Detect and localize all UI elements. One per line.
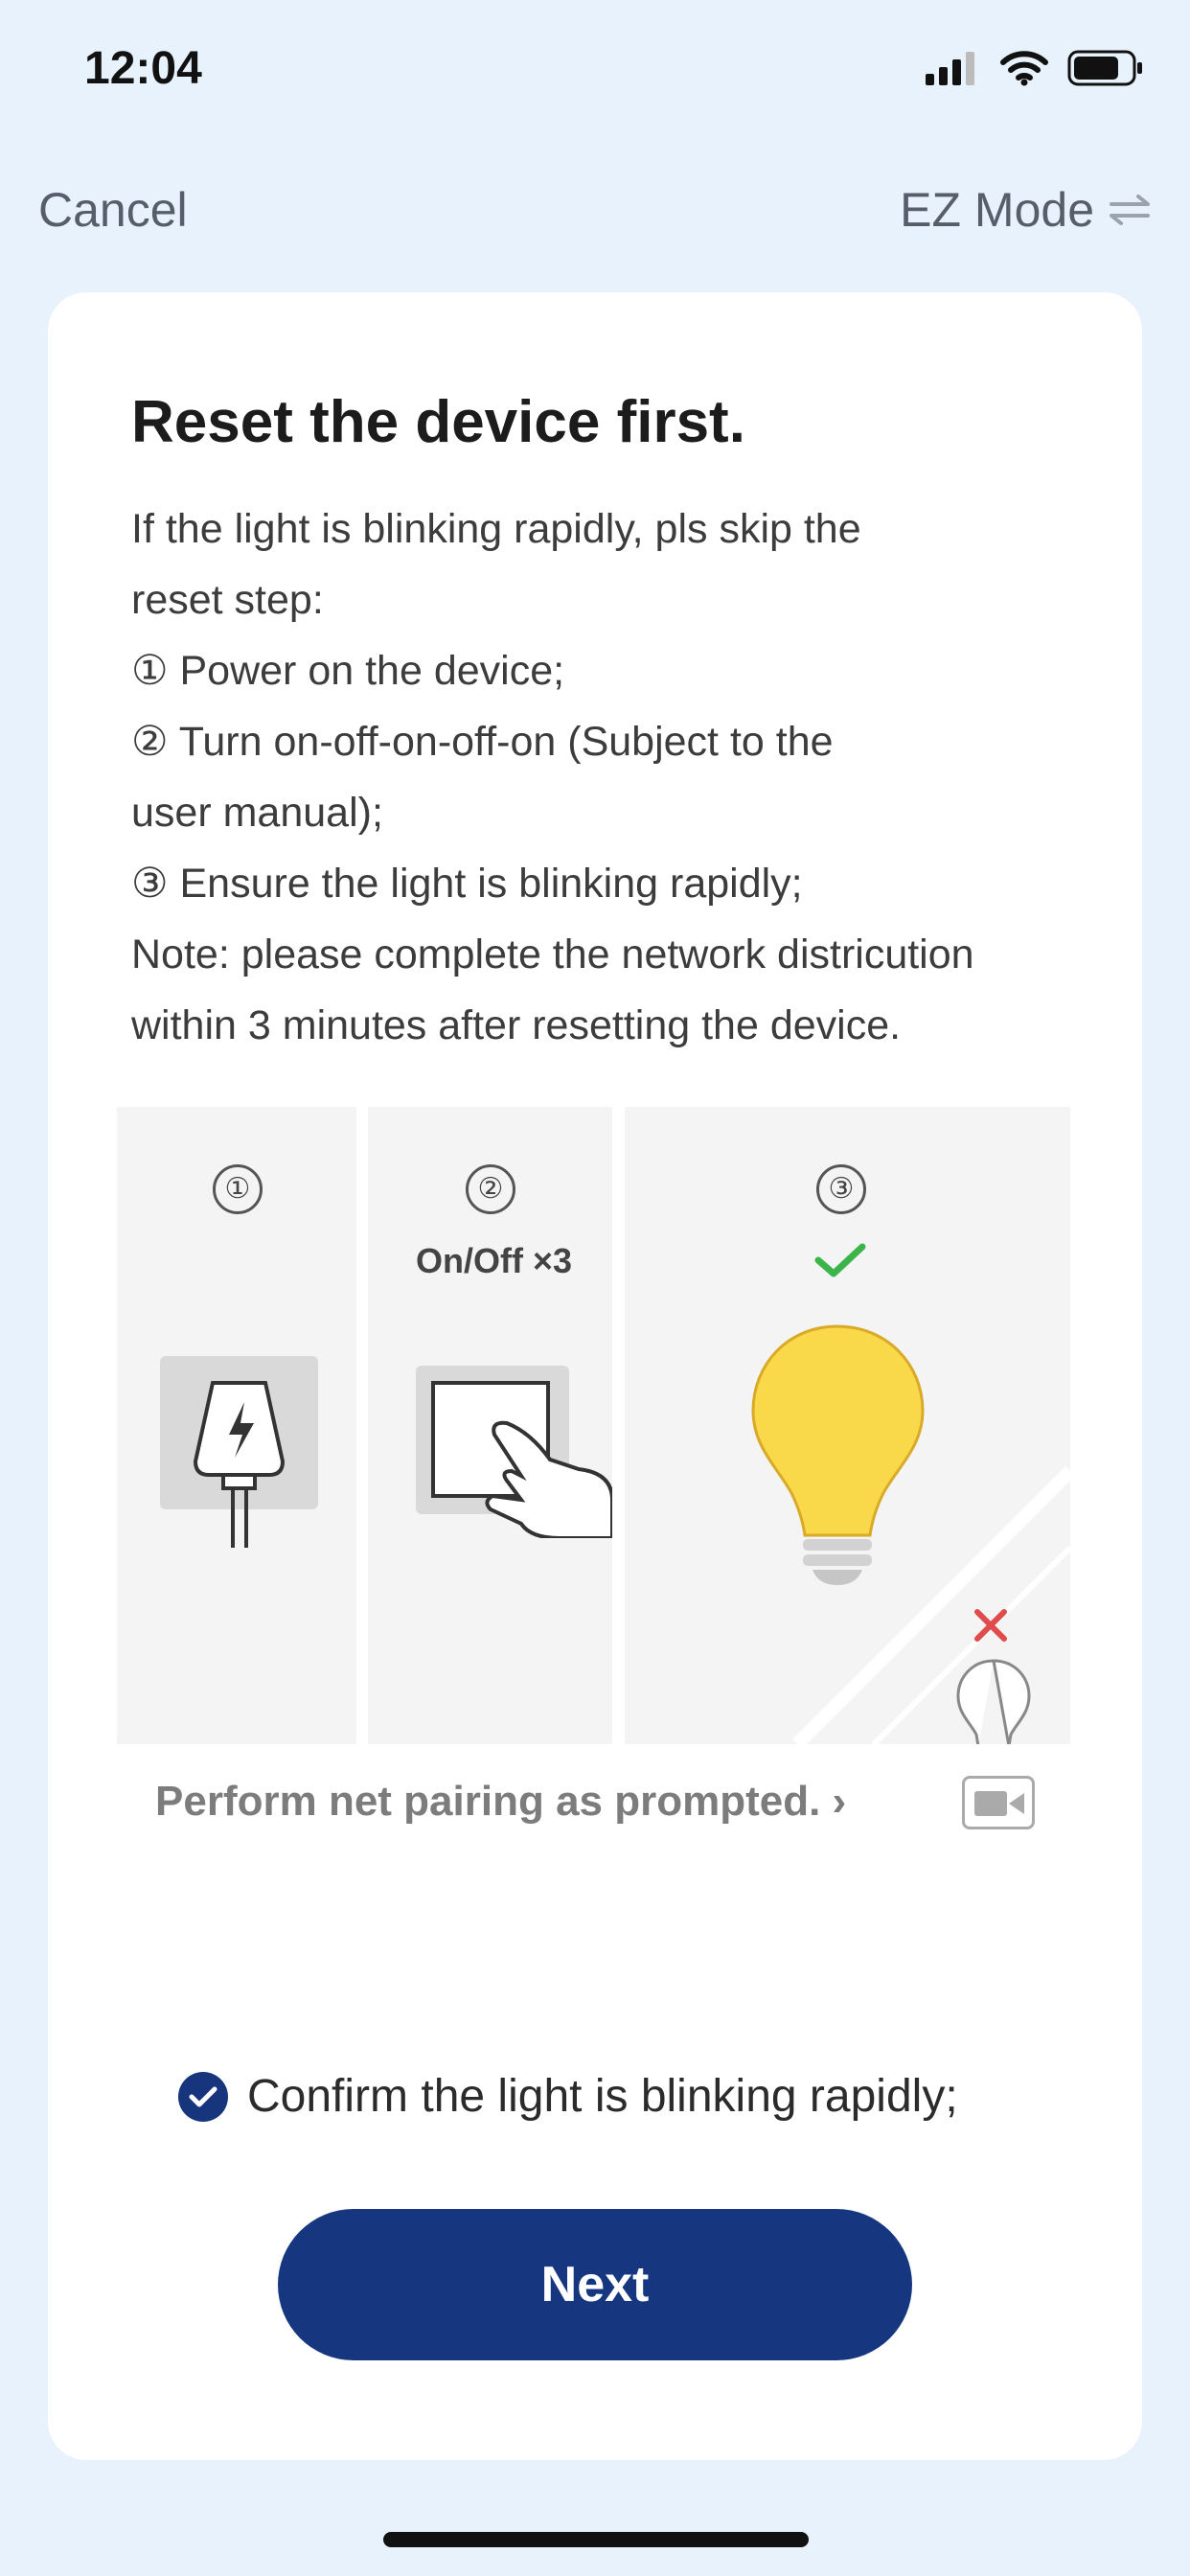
ez-mode-label: EZ Mode — [900, 183, 1094, 237]
switch-arrows-icon — [1108, 194, 1152, 226]
ez-mode-switch[interactable] — [900, 182, 1152, 238]
home-indicator — [383, 2532, 809, 2547]
battery-icon — [1067, 50, 1144, 86]
step-number-1: ① — [213, 1164, 263, 1214]
instruction-line: ③ Ensure the light is blinking rapidly; — [131, 861, 803, 907]
status-icons — [926, 50, 1144, 86]
video-icon — [974, 1789, 1024, 1818]
cancel-button[interactable]: Cancel — [38, 183, 188, 237]
confirm-checkbox[interactable] — [178, 2072, 228, 2122]
confirm-checkbox-row[interactable] — [178, 2070, 958, 2123]
video-button[interactable] — [962, 1776, 1035, 1829]
wall-switch-icon — [416, 1366, 612, 1538]
instruction-line: ① Power on the device; — [131, 648, 565, 694]
instruction-line: user manual); — [131, 790, 383, 836]
step-number-2: ② — [466, 1164, 515, 1214]
instruction-line: ② Turn on-off-on-off-on (Subject to the — [131, 719, 834, 765]
wifi-icon — [1000, 50, 1048, 86]
instruction-line: within 3 minutes after resetting the device. — [131, 1002, 902, 1048]
light-bulb-icon — [749, 1322, 927, 1591]
step-panel-2 — [368, 1107, 612, 1744]
instruction-line: reset step: — [131, 577, 324, 623]
confirm-label: Confirm the light is blinking rapidly; — [247, 2071, 958, 2122]
check-icon — [189, 2085, 217, 2108]
power-plug-icon — [160, 1356, 318, 1548]
instruction-line: Note: please complete the network districution — [131, 932, 974, 978]
status-bar — [0, 0, 1190, 144]
instruction-line: If the light is blinking rapidly, pls skip the — [131, 506, 861, 552]
next-button[interactable]: Next — [278, 2209, 912, 2360]
cross-icon — [973, 1607, 1009, 1644]
page-title: Reset the device first. — [131, 389, 745, 455]
instructions — [131, 494, 1089, 1061]
signal-icon — [926, 51, 981, 85]
net-pairing-hint-link[interactable]: Perform net pairing as prompted. › — [155, 1778, 847, 1825]
step-number-3: ③ — [816, 1164, 866, 1214]
step-panel-3 — [625, 1107, 1070, 1744]
nav-bar — [0, 172, 1190, 249]
reset-card — [48, 292, 1142, 2460]
reset-illustration — [117, 1107, 1070, 1744]
status-time: 12:04 — [84, 43, 202, 94]
unlit-bulb-icon — [955, 1658, 1032, 1744]
on-off-label: On/Off ×3 — [416, 1241, 573, 1280]
step-panel-1 — [117, 1107, 356, 1744]
